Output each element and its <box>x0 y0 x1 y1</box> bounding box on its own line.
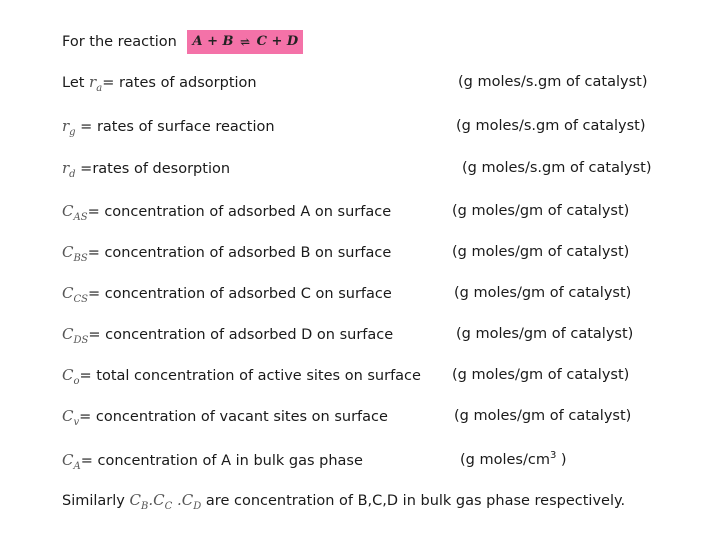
symbol: $C_{BS}$ <box>62 243 88 264</box>
unit-text: (g moles/gm of catalyst) <box>452 203 630 219</box>
definition-text: = rates of adsorption <box>102 75 257 91</box>
definition-row <box>62 72 662 96</box>
reaction-line <box>62 30 662 54</box>
symbol: $r_d$ <box>62 159 76 180</box>
definition-text: = total concentration of active sites on surface <box>79 368 421 384</box>
similarly-line: Similarly $C_B.C_C$ $.C_D$ are concentration of B,C,D in bulk gas phase respectively. <box>62 491 626 512</box>
definition-text: = concentration of adsorbed A on surface <box>87 204 392 220</box>
symbol: $C_{DS}$ <box>62 325 89 346</box>
symbol-cc: $C_C$ <box>153 491 173 512</box>
definition-row <box>62 116 662 140</box>
definition-text: = concentration of vacant sites on surface <box>79 409 388 425</box>
unit-text: (g moles/$cm^3$ ) <box>460 450 567 468</box>
unit-text: (g moles/gm of catalyst) <box>454 408 632 424</box>
unit-text: (g moles/s.gm of catalyst) <box>458 74 648 90</box>
equilibrium-arrow-icon: ⇌ <box>240 35 251 49</box>
symbol: $r_g$ <box>62 117 76 138</box>
definition-row <box>62 201 662 225</box>
unit-text: (g moles/s.gm of catalyst) <box>456 118 646 134</box>
definition-row <box>62 242 662 266</box>
unit-text: (g moles/gm of catalyst) <box>452 367 630 383</box>
equation-right: C + D <box>256 34 299 49</box>
symbol-cb: $C_B$ <box>129 491 149 512</box>
definition-row <box>62 324 662 348</box>
reaction-equation <box>187 30 303 54</box>
definition-text: =rates of desorption <box>75 161 231 177</box>
definition-text: = concentration of adsorbed D on surface <box>88 327 394 343</box>
symbol: $r_a$ <box>89 73 103 94</box>
symbol: $C_A$ <box>62 451 81 472</box>
definition-row <box>62 406 662 430</box>
unit-text: (g moles/gm of catalyst) <box>456 326 634 342</box>
definition-text: = concentration of adsorbed C on surface <box>88 286 392 302</box>
definition-text: = concentration of adsorbed B on surface <box>87 245 392 261</box>
unit-text: (g moles/gm of catalyst) <box>452 244 630 260</box>
definition-row <box>62 158 662 182</box>
unit-text: (g moles/s.gm of catalyst) <box>462 160 652 176</box>
symbol: $C_{CS}$ <box>62 284 88 305</box>
symbol: $C_v$ <box>62 407 80 428</box>
definition-row <box>62 365 662 389</box>
definition-row <box>62 450 662 474</box>
symbol: $C_{AS}$ <box>62 202 88 223</box>
row-prefix: Let <box>62 75 90 91</box>
definition-text: = rates of surface reaction <box>75 119 275 135</box>
reaction-lead-text: For the reaction <box>62 34 177 50</box>
definition-row <box>62 283 662 307</box>
similarly-lead: Similarly <box>62 493 130 509</box>
symbol-cd: $C_D$ <box>181 491 202 512</box>
similarly-tail: are concentration of B,C,D in bulk gas phase respectively. <box>201 493 626 509</box>
symbol: $C_o$ <box>62 366 80 387</box>
equation-left: A + B <box>192 34 234 49</box>
unit-text: (g moles/gm of catalyst) <box>454 285 632 301</box>
definition-text: = concentration of A in bulk gas phase <box>80 453 363 469</box>
